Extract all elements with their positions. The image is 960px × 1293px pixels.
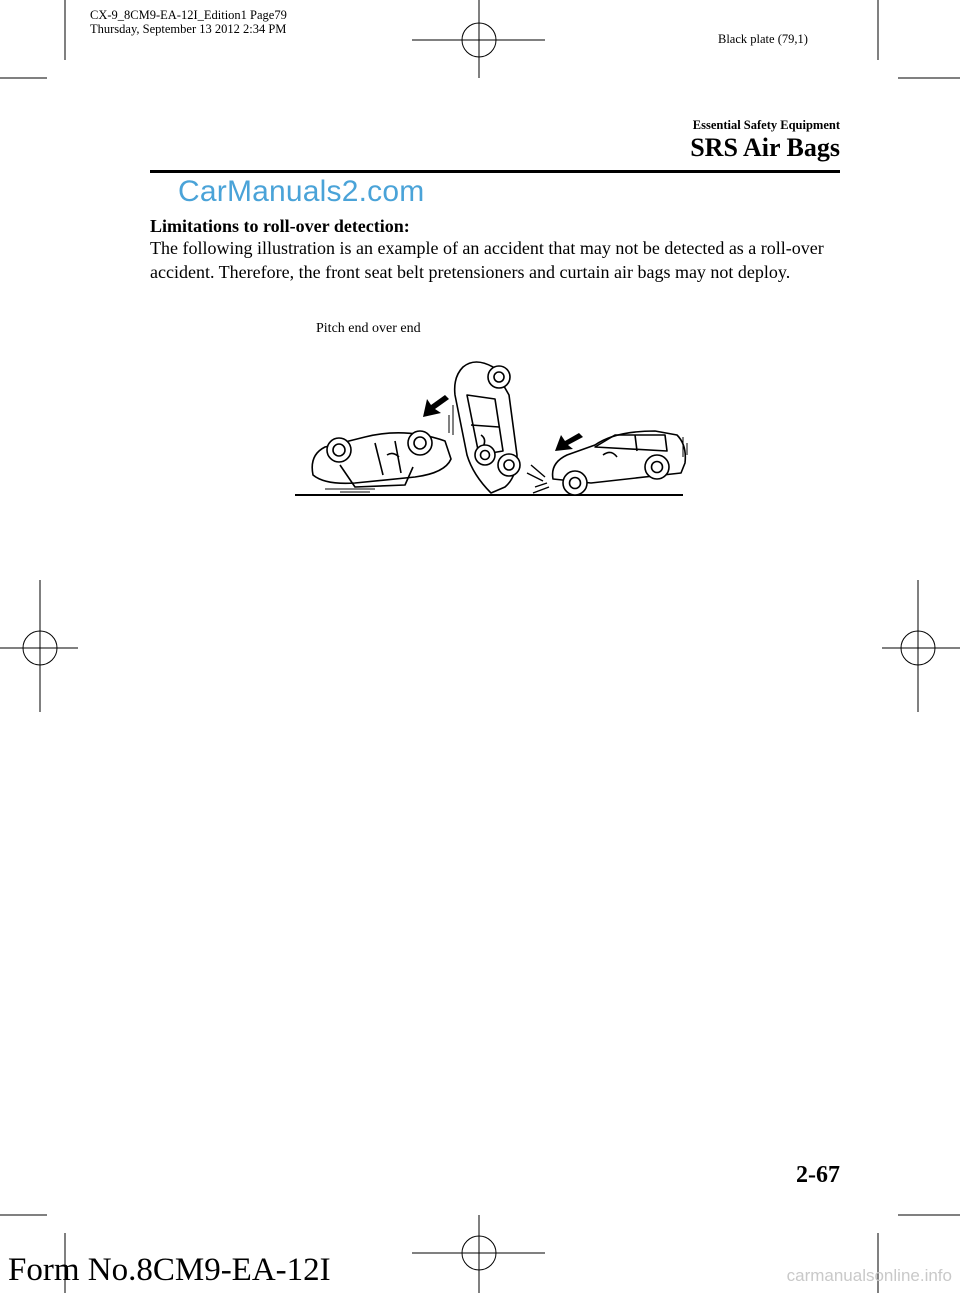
pitching-car (449, 362, 520, 493)
page-number: 2-67 (796, 1162, 840, 1188)
impact-marks (527, 465, 549, 493)
watermark: CarManuals2.com (178, 175, 425, 208)
form-number: Form No.8CM9-EA-12I (8, 1252, 331, 1288)
body-paragraph: The following illustration is an example of an accident that may not be detected as a roll-over accident. Therefore, the front seat belt pretensioners and curtain air bags may not deploy. (150, 238, 824, 282)
page-title: SRS Air Bags (690, 133, 840, 162)
date-info: Thursday, September 13 2012 2:34 PM (90, 22, 287, 36)
motion-arrow-left (423, 395, 449, 417)
section-label: Essential Safety Equipment (692, 118, 840, 132)
file-info: CX-9_8CM9-EA-12I_Edition1 Page79 (90, 8, 287, 22)
figure-caption: Pitch end over end (316, 321, 421, 336)
header-rule (150, 170, 840, 173)
plate-info: Black plate (79,1) (718, 32, 808, 46)
site-watermark: carmanualsonline.info (786, 1266, 952, 1285)
rollover-illustration (295, 355, 690, 505)
motion-arrow-right (555, 433, 583, 451)
overturned-car (312, 431, 451, 492)
section-heading: Limitations to roll-over detection: (150, 216, 410, 236)
